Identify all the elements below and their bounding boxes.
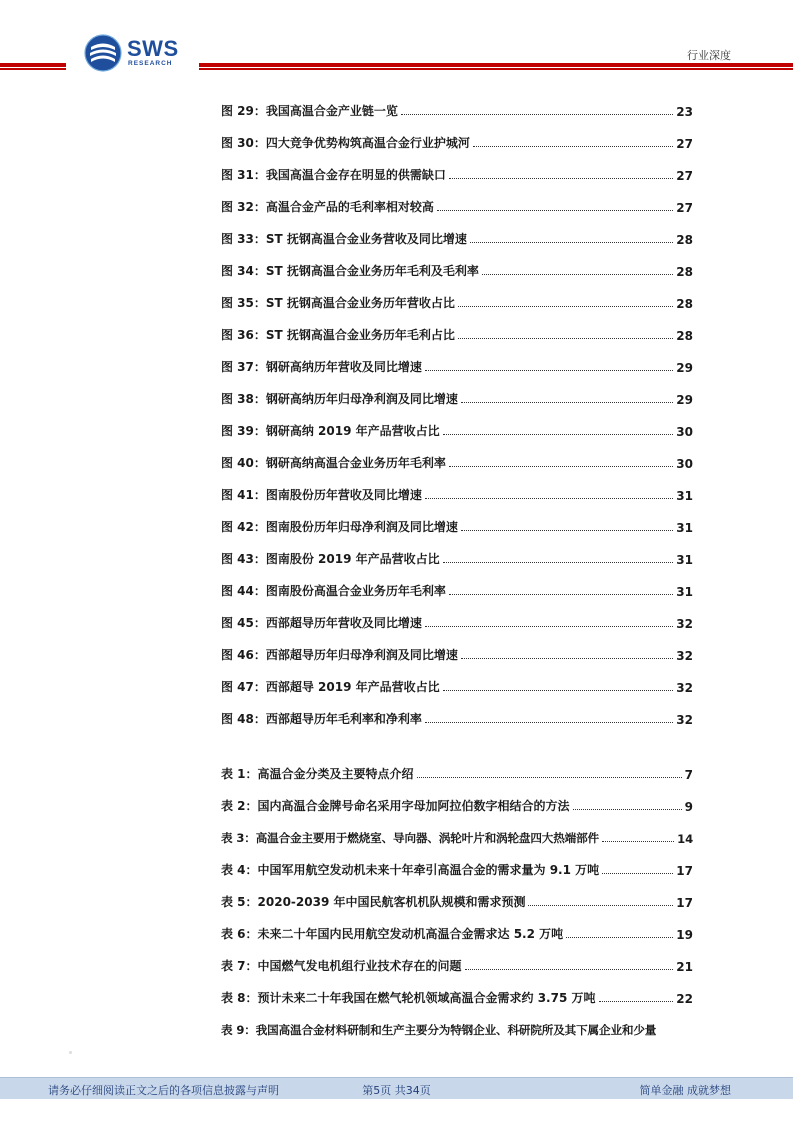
toc-dot-leader <box>443 434 674 435</box>
toc-entry[interactable] <box>221 762 693 782</box>
toc-entry-label: 表 4：中国军用航空发动机未来十年牵引高温合金的需求量为 9.1 万吨 <box>221 863 600 877</box>
toc-entry[interactable] <box>221 986 693 1006</box>
toc-entry-page: 23 <box>676 105 693 119</box>
toc-dot-leader <box>425 370 673 371</box>
toc-entry-label: 图 46：西部超导历年归母净利润及同比增速 <box>221 648 458 662</box>
toc-dot-leader <box>425 498 673 499</box>
toc-entry-label: 表 6：未来二十年国内民用航空发动机高温合金需求达 5.2 万吨 <box>221 927 564 941</box>
toc-entry[interactable] <box>221 643 693 663</box>
toc-entry-page: 14 <box>677 832 693 846</box>
toc-entry[interactable] <box>221 291 693 311</box>
toc-entry-page: 17 <box>676 864 693 878</box>
toc-entry[interactable] <box>221 794 693 814</box>
toc-entry[interactable] <box>221 355 693 375</box>
toc-entry-page: 28 <box>676 297 693 311</box>
toc-entry[interactable] <box>221 387 693 407</box>
scan-dot <box>69 1051 72 1054</box>
toc-entry[interactable] <box>221 323 693 343</box>
toc-entry-page: 28 <box>676 265 693 279</box>
toc-entry-label: 图 38：钢研高纳历年归母净利润及同比增速 <box>221 392 458 406</box>
toc-dot-leader <box>401 114 673 115</box>
toc-entry-label: 图 34：ST 抚钢高温合金业务历年毛利及毛利率 <box>221 264 479 278</box>
toc-entry-page: 27 <box>676 137 693 151</box>
toc-dot-leader <box>443 690 674 691</box>
toc-entry[interactable] <box>221 515 693 535</box>
toc-entry[interactable] <box>221 954 693 974</box>
toc-entry[interactable] <box>221 99 693 119</box>
toc-entry[interactable] <box>221 890 693 910</box>
toc-dot-leader <box>458 306 673 307</box>
toc-entry-page: 30 <box>676 425 693 439</box>
logo-subtitle: RESEARCH <box>128 60 173 67</box>
toc-entry[interactable] <box>221 163 693 183</box>
toc-entry-label: 图 47：西部超导 2019 年产品营收占比 <box>221 680 440 694</box>
toc-entry-page: 29 <box>676 361 693 375</box>
toc-dot-leader <box>461 658 673 659</box>
toc-dot-leader <box>470 242 673 243</box>
toc-dot-leader <box>599 1001 674 1002</box>
toc-dot-leader <box>458 338 673 339</box>
footer-page-info: 第5页 共34页 <box>362 1084 431 1097</box>
toc-entry-page: 32 <box>676 713 693 727</box>
toc-entry[interactable] <box>221 131 693 151</box>
toc-entry[interactable] <box>221 611 693 631</box>
toc-entry-label: 图 44：图南股份高温合金业务历年毛利率 <box>221 584 446 598</box>
toc-dot-leader <box>566 937 673 938</box>
toc-entry-label: 图 41：图南股份历年营收及同比增速 <box>221 488 422 502</box>
toc-entry-page: 21 <box>676 960 693 974</box>
toc-entry-page: 32 <box>676 681 693 695</box>
toc-dot-leader <box>461 530 673 531</box>
toc-entry-label: 表 1：高温合金分类及主要特点介绍 <box>221 767 414 781</box>
toc-entry-page: 32 <box>676 617 693 631</box>
toc-dot-leader <box>482 274 673 275</box>
toc-dot-leader <box>449 466 673 467</box>
toc-entry-page: 32 <box>676 649 693 663</box>
toc-entry-page: 28 <box>676 329 693 343</box>
toc-entry[interactable] <box>221 227 693 247</box>
sws-logo-icon <box>84 34 122 72</box>
toc-dot-leader <box>449 594 673 595</box>
toc-entry-label: 图 42：图南股份历年归母净利润及同比增速 <box>221 520 458 534</box>
toc-dot-leader <box>473 146 673 147</box>
toc-entry-page: 30 <box>676 457 693 471</box>
toc-entry-page: 27 <box>676 169 693 183</box>
toc-entry[interactable] <box>221 419 693 439</box>
footer-slogan: 简单金融 成就梦想 <box>639 1084 731 1097</box>
toc-entry-page: 9 <box>684 800 693 814</box>
toc-entry[interactable] <box>221 259 693 279</box>
toc-entry[interactable] <box>221 826 693 846</box>
toc-entry-page: 7 <box>684 768 693 782</box>
toc-entry-label: 图 29：我国高温合金产业链一览 <box>221 104 398 118</box>
report-type-label: 行业深度 <box>687 49 731 62</box>
toc-entry-label: 图 45：西部超导历年营收及同比增速 <box>221 616 422 630</box>
toc-entry-label: 表 2：国内高温合金牌号命名采用字母加阿拉伯数字相结合的方法 <box>221 799 570 813</box>
toc-entry-label: 图 43：图南股份 2019 年产品营收占比 <box>221 552 440 566</box>
toc-entry-page: 27 <box>676 201 693 215</box>
toc-dot-leader <box>528 905 673 906</box>
toc-entry-label: 表 5：2020-2039 年中国民航客机机队规模和需求预测 <box>221 895 526 909</box>
toc-entry-page: 31 <box>676 553 693 567</box>
toc-entry[interactable] <box>221 547 693 567</box>
toc-dot-leader <box>602 841 674 842</box>
footer-disclaimer: 请务必仔细阅读正文之后的各项信息披露与声明 <box>48 1084 279 1097</box>
toc-dot-leader <box>417 777 682 778</box>
toc-dot-leader <box>437 210 673 211</box>
toc-entry-page: 17 <box>676 896 693 910</box>
toc-entry-label: 图 30：四大竞争优势构筑高温合金行业护城河 <box>221 136 470 150</box>
toc-entry-label: 图 35：ST 抚钢高温合金业务历年营收占比 <box>221 296 455 310</box>
toc-entry-label: 图 48：西部超导历年毛利率和净利率 <box>221 712 422 726</box>
toc-entry-label: 图 40：钢研高纳高温合金业务历年毛利率 <box>221 456 446 470</box>
toc-entry-page: 31 <box>676 585 693 599</box>
toc-entry[interactable] <box>221 1018 693 1038</box>
page-footer <box>0 1077 793 1099</box>
toc-entry[interactable] <box>221 195 693 215</box>
toc-entry[interactable] <box>221 675 693 695</box>
toc-entry-label: 表 9：我国高温合金材料研制和生产主要分为特钢企业、科研院所及其下属企业和少量 <box>221 1023 657 1037</box>
toc-entry[interactable] <box>221 579 693 599</box>
toc-entry-page: 29 <box>676 393 693 407</box>
toc-entry-label: 图 39：钢研高纳 2019 年产品营收占比 <box>221 424 440 438</box>
toc-entry-page: 19 <box>676 928 693 942</box>
toc-entry-page: 22 <box>676 992 693 1006</box>
toc-dot-leader <box>425 722 673 723</box>
toc-entry-label: 图 31：我国高温合金存在明显的供需缺口 <box>221 168 446 182</box>
toc-dot-leader <box>449 178 673 179</box>
toc-entry-label: 表 3：高温合金主要用于燃烧室、导向器、涡轮叶片和涡轮盘四大热端部件 <box>221 831 600 845</box>
toc-entry-page: 31 <box>676 489 693 503</box>
toc-dot-leader <box>573 809 682 810</box>
toc-entry-label: 表 7：中国燃气发电机组行业技术存在的问题 <box>221 959 462 973</box>
toc-dot-leader <box>461 402 673 403</box>
toc-entry-label: 图 36：ST 抚钢高温合金业务历年毛利占比 <box>221 328 455 342</box>
logo-name: SWS <box>127 36 179 61</box>
toc-entry[interactable] <box>221 922 693 942</box>
header-rule-right <box>199 63 793 71</box>
toc-dot-leader <box>465 969 674 970</box>
toc-dot-leader <box>602 873 673 874</box>
toc-dot-leader <box>443 562 674 563</box>
toc-entry[interactable] <box>221 483 693 503</box>
toc-entry-label: 图 33：ST 抚钢高温合金业务营收及同比增速 <box>221 232 467 246</box>
header-rule-left <box>0 63 66 71</box>
toc-entry-page: 28 <box>676 233 693 247</box>
toc-entry-label: 图 32：高温合金产品的毛利率相对较高 <box>221 200 434 214</box>
toc-dot-leader <box>425 626 673 627</box>
toc-entry-label: 图 37：钢研高纳历年营收及同比增速 <box>221 360 422 374</box>
toc-entry[interactable] <box>221 858 693 878</box>
toc-entry[interactable] <box>221 451 693 471</box>
toc-entry[interactable] <box>221 707 693 727</box>
toc-entry-label: 表 8：预计未来二十年我国在燃气轮机领域高温合金需求约 3.75 万吨 <box>221 991 596 1005</box>
toc-entry-page: 31 <box>676 521 693 535</box>
